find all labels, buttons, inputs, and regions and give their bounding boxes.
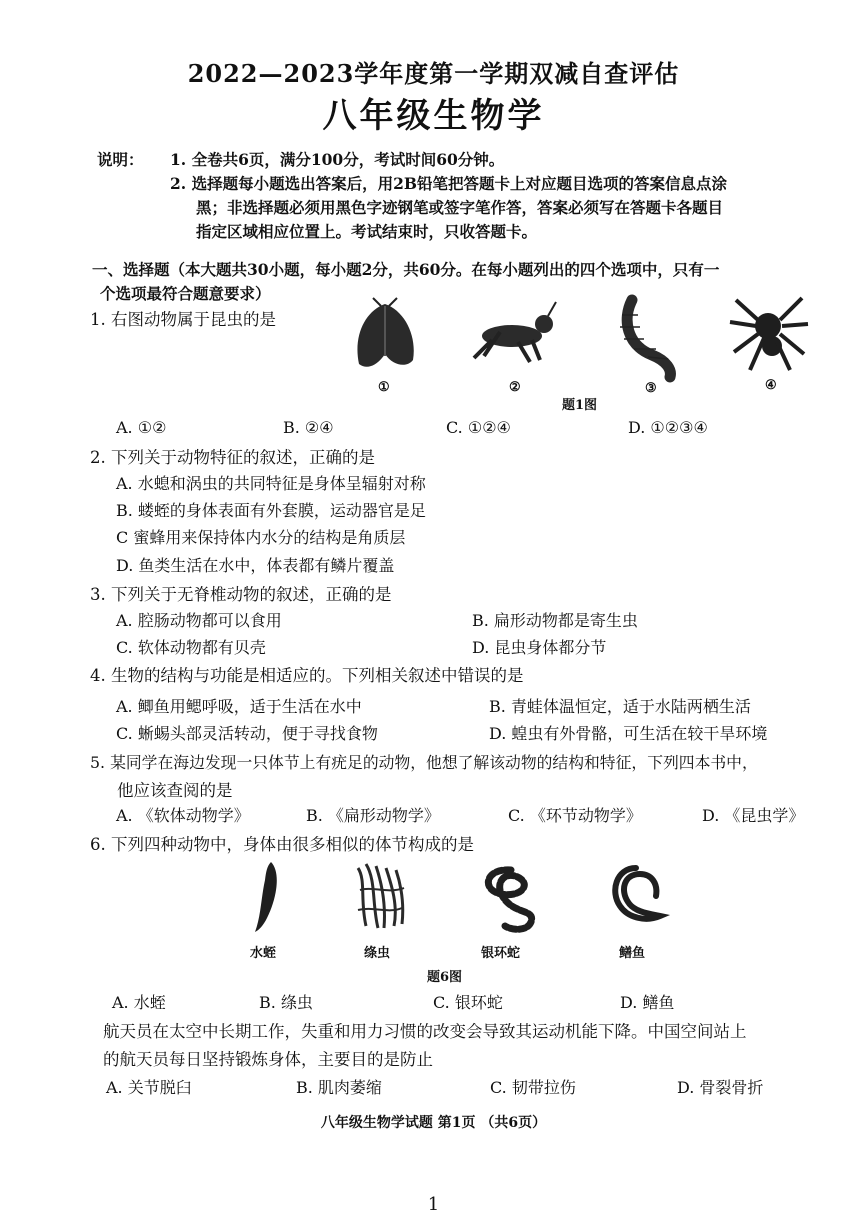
question-5-option: D. 《昆虫学》 — [702, 806, 805, 825]
question-6-option: A. 水蛭 — [112, 993, 166, 1012]
question-4-option: A. 鲫鱼用鳃呼吸，适于生活在水中 — [116, 697, 362, 716]
question-5-option: C. 《环节动物学》 — [508, 806, 642, 825]
banded-krait-image — [475, 860, 541, 934]
instructions-label: 说明： — [97, 150, 144, 169]
question-1-option: C. ①②④ — [446, 418, 511, 437]
leech-image — [247, 858, 287, 934]
question-4-option: C. 蜥蜴头部灵活转动，便于寻找食物 — [116, 724, 378, 743]
question-7-option: C. 韧带拉伤 — [490, 1078, 576, 1097]
figure-1-label: ② — [509, 380, 521, 395]
figure-6-label: 水蛭 — [250, 946, 277, 961]
instruction-item: 2. 选择题每小题选出答案后，用2B铅笔把答题卡上对应题目选项的答案信息点涂 — [170, 174, 727, 193]
tapeworm-image — [352, 860, 408, 932]
question-4-stem: 4. 生物的结构与功能是相适应的。下列相关叙述中错误的是 — [90, 666, 524, 685]
figure-6-label: 银环蛇 — [481, 946, 521, 961]
centipede-image — [612, 295, 682, 380]
exam-title: 2022—2023学年度第一学期双减自查评估 — [187, 59, 680, 88]
question-3-stem: 3. 下列关于无脊椎动物的叙述，正确的是 — [90, 585, 392, 604]
question-5-option: B. 《扁形动物学》 — [306, 806, 440, 825]
question-3-option: B. 扁形动物都是寄生虫 — [472, 611, 638, 630]
figure-6-label: 绦虫 — [364, 946, 391, 961]
figure-1-label: ④ — [765, 378, 777, 393]
question-6-option: B. 绦虫 — [259, 993, 313, 1012]
grasshopper-image — [470, 300, 560, 370]
moth-image — [345, 296, 425, 376]
question-5-stem-cont: 他应该查阅的是 — [117, 781, 233, 800]
figure-1-label: ③ — [645, 381, 657, 396]
instruction-item: 黑；非选择题必须用黑色字迹钢笔或签字笔作答，答案必须写在答题卡各题目 — [196, 198, 724, 217]
question-7-stem-cont: 的航天员每日坚持锻炼身体，主要目的是防止 — [103, 1050, 433, 1069]
instruction-item: 1. 全卷共6页，满分100分，考试时间60分钟。 — [170, 150, 505, 169]
question-5-stem: 5. 某同学在海边发现一只体节上有疣足的动物，他想了解该动物的结构和特征，下列四本书中， — [90, 753, 758, 772]
question-2-stem: 2. 下列关于动物特征的叙述，正确的是 — [90, 448, 375, 467]
question-6-option: C. 银环蛇 — [433, 993, 503, 1012]
instruction-item: 指定区域相应位置上。考试结束时，只收答题卡。 — [196, 222, 538, 241]
question-6-stem: 6. 下列四种动物中，身体由很多相似的体节构成的是 — [90, 835, 474, 854]
question-1-option: B. ②④ — [283, 418, 334, 437]
section-heading-cont: 个选项最符合题意要求） — [100, 284, 271, 303]
question-7-option: D. 骨裂骨折 — [677, 1078, 764, 1097]
question-2-option: A. 水螅和涡虫的共同特征是身体呈辐射对称 — [116, 474, 426, 493]
question-1-stem: 1. 右图动物属于昆虫的是 — [90, 310, 276, 329]
question-7-stem: 航天员在太空中长期工作，失重和用力习惯的改变会导致其运动机能下降。中国空间站上 — [103, 1022, 747, 1041]
question-4-option: D. 蝗虫有外骨骼，可生活在较干旱环境 — [489, 724, 768, 743]
page-footer: 八年级生物学试题 第1页 （共6页） — [320, 1115, 547, 1131]
question-5-option: A. 《软体动物学》 — [116, 806, 250, 825]
question-3-option: A. 腔肠动物都可以食用 — [116, 611, 282, 630]
figure-6-label: 鳝鱼 — [619, 946, 646, 961]
page-number: 1 — [427, 1194, 440, 1215]
question-7-option: A. 关节脱臼 — [106, 1078, 192, 1097]
question-7-option: B. 肌肉萎缩 — [296, 1078, 382, 1097]
section-heading: 一、选择题（本大题共30小题，每小题2分，共60分。在每小题列出的四个选项中，只有一 — [92, 260, 720, 279]
subject-title: 八年级生物学 — [322, 96, 545, 136]
question-2-option: D. 鱼类生活在水中，体表都有鳞片覆盖 — [116, 556, 395, 575]
figure-6-caption: 题6图 — [427, 970, 463, 985]
eel-image — [606, 862, 666, 932]
question-6-option: D. 鳝鱼 — [620, 993, 675, 1012]
question-3-option: D. 昆虫身体都分节 — [472, 638, 607, 657]
question-3-option: C. 软体动物都有贝壳 — [116, 638, 266, 657]
question-1-option: A. ①② — [116, 418, 167, 437]
figure-1-caption: 题1图 — [562, 398, 598, 413]
figure-1-label: ① — [378, 380, 390, 395]
spider-image — [728, 294, 810, 374]
question-4-option: B. 青蛙体温恒定，适于水陆两栖生活 — [489, 697, 751, 716]
question-1-option: D. ①②③④ — [628, 418, 708, 437]
question-2-option: C 蜜蜂用来保持体内水分的结构是角质层 — [116, 528, 406, 547]
question-2-option: B. 蝼蛭的身体表面有外套膜，运动器官是足 — [116, 501, 426, 520]
